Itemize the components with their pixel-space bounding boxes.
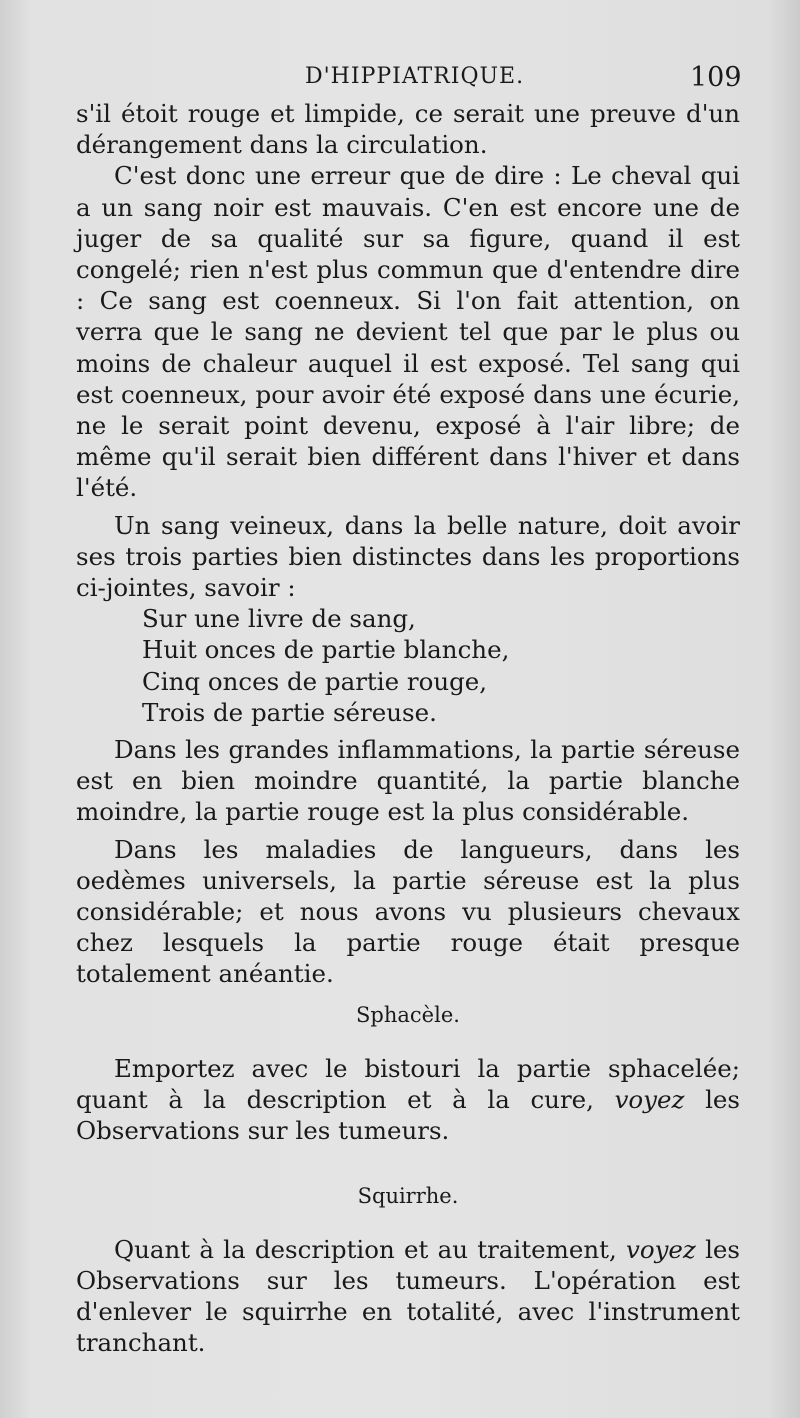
paragraph-sang-noir: C'est donc une erreur que de dire : Le cheval qui a un sang noir est mauvais. C'en est encore une de juger de sa qualité sur sa figure, quand il est congelé; rien n'est plus commun que d'entendre dire : Ce sang est coenneux. Si l'on fait attention, on verra que le sang ne devient tel que par le plus ou moins de chaleur auquel il est exposé. Tel sang qui est coenneux, pour avoir été exposé dans une écurie, ne le serait point devenu, exposé à l'air libre; de même qu'il serait bien différent dans l'hiver et dans l'été. [76, 161, 740, 503]
paragraph-sang-veineux: Un sang veineux, dans la belle nature, doit avoir ses trois parties bien distinctes dans les proportions ci-jointes, savoir : [76, 510, 740, 603]
proportion-line: Huit onces de partie blanche, [142, 635, 510, 665]
paragraph-squirrhe [76, 1234, 740, 1359]
proportions-list [76, 603, 740, 728]
squirrhe-text-after: les Observations sur les tumeurs. L'opération est d'enlever le squirrhe en totalité, avec l'instrument tranchant. [76, 1234, 740, 1358]
paragraph-sphacele [76, 1053, 740, 1147]
squirrhe-voyez: voyez [625, 1234, 696, 1264]
page-number: 109 [690, 62, 742, 93]
paragraph-continuation: s'il étoit rouge et limpide, ce serait une preuve d'un dérangement dans la circulation. [76, 99, 740, 160]
paragraph-langueurs: Dans les maladies de langueurs, dans les oedèmes universels, la partie séreuse est la plus considérable; et nous avons vu plusieurs chevaux chez lesquels la partie rouge était presque totalement anéantie. [76, 834, 740, 989]
section-heading-sphacele: Sphacèle. [356, 1002, 460, 1027]
section-heading-squirrhe: Squirrhe. [357, 1183, 459, 1208]
proportion-line: Cinq onces de partie rouge, [142, 666, 488, 696]
proportion-line: Trois de partie séreuse. [142, 697, 437, 727]
page-header [0, 62, 800, 92]
squirrhe-text-before: Quant à la description et au traitement, [114, 1234, 617, 1264]
running-head: D'HIPPIATRIQUE. [305, 64, 525, 89]
paragraph-inflammations: Dans les grandes inflammations, la partie séreuse est en bien moindre quantité, la partie blanche moindre, la partie rouge est la plus considérable. [76, 735, 740, 827]
sphacele-text-before: Emportez avec le bistouri la partie sphacelée; quant à la description et à la cure, [76, 1053, 740, 1115]
sphacele-text-after: les Observations sur les tumeurs. [76, 1085, 740, 1146]
sphacele-voyez: voyez [614, 1085, 685, 1115]
page-body [76, 98, 740, 1359]
proportion-line: Sur une livre de sang, [142, 604, 416, 634]
